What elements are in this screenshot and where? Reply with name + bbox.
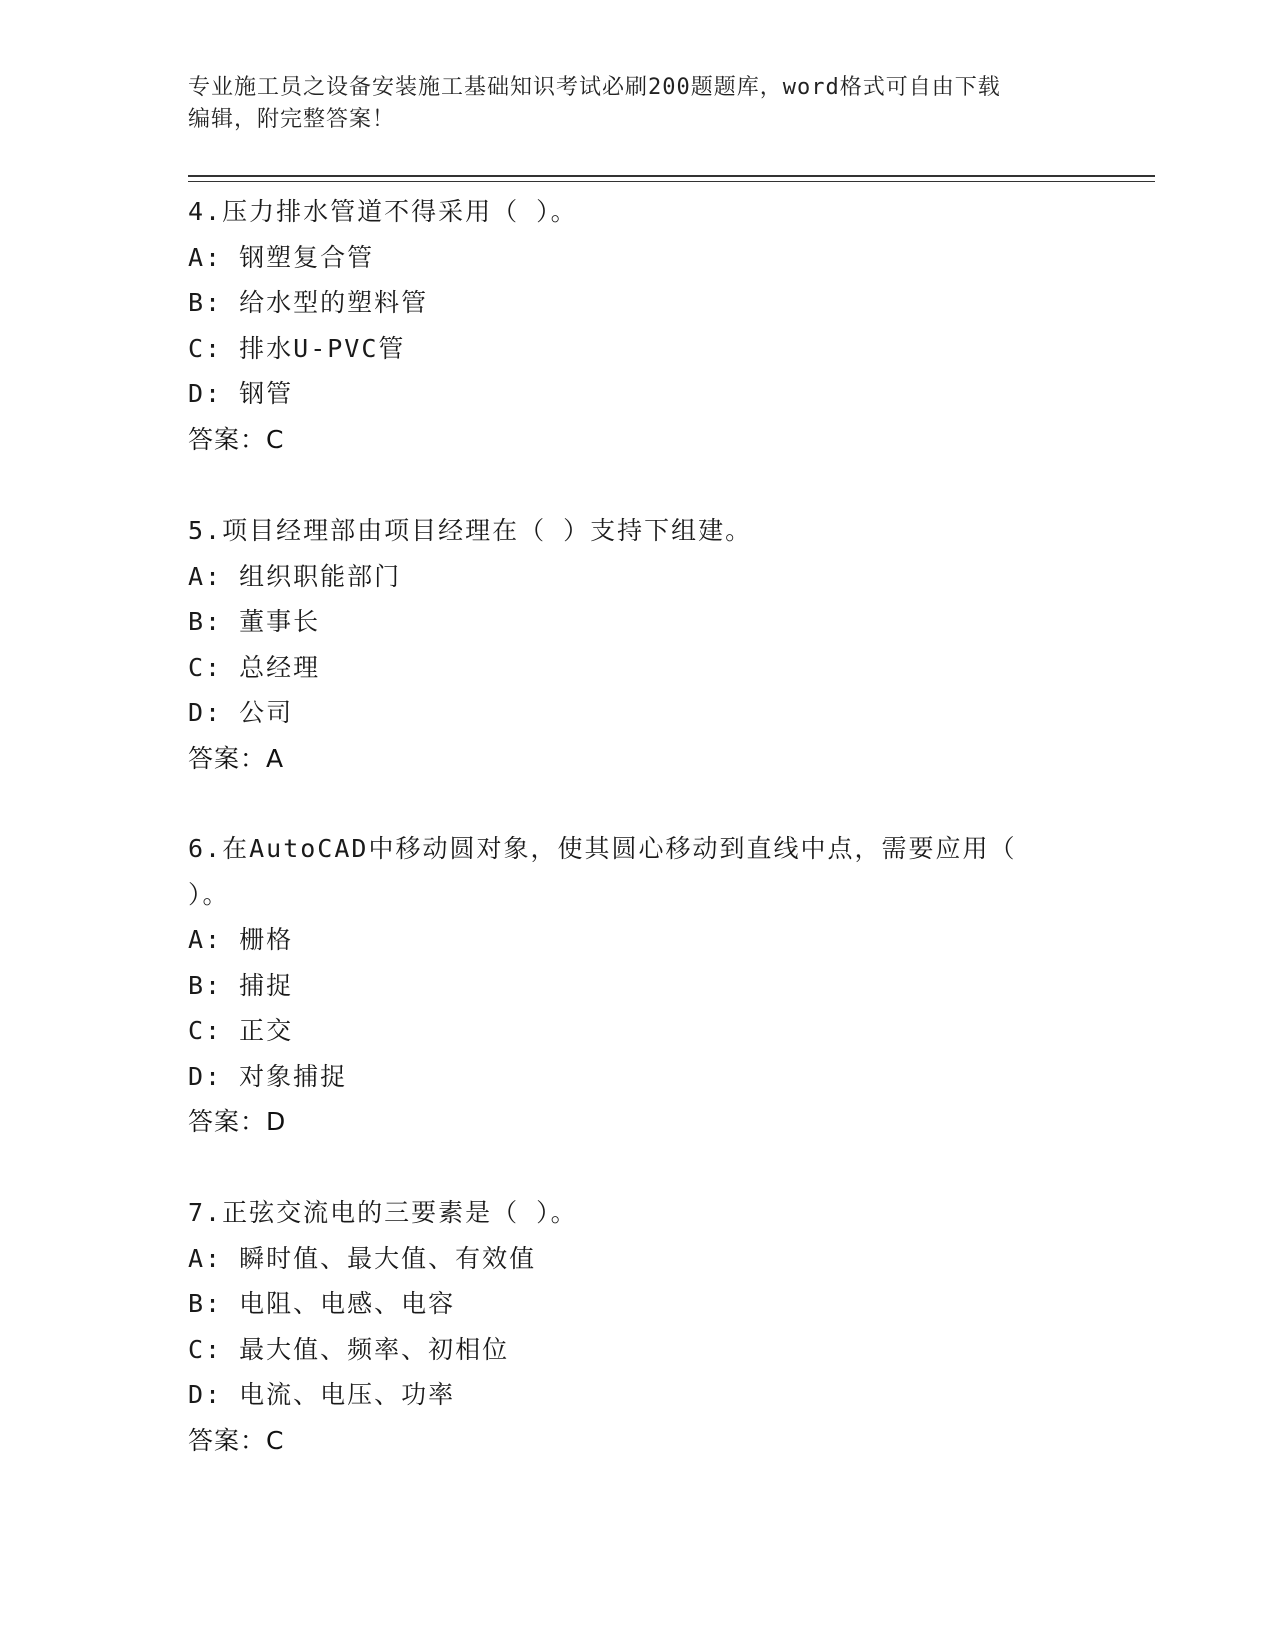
- answer-line: 答案：A: [188, 743, 285, 773]
- option-a: A: 瞬时值、最大值、有效值: [188, 1243, 537, 1273]
- option-d: D: 公司: [188, 698, 294, 727]
- header-divider-thin: [188, 181, 1155, 182]
- question-7: [188, 1190, 1088, 1463]
- question-5: [188, 508, 1088, 781]
- answer-line: 答案：C: [188, 424, 285, 454]
- question-stem: 4.压力排水管道不得采用（ ）。: [188, 197, 578, 226]
- question-stem: 6.在AutoCAD中移动圆对象，使其圆心移动到直线中点，需要应用（: [188, 834, 1017, 863]
- document-header: [188, 72, 1078, 136]
- option-b: B: 捕捉: [188, 970, 294, 1000]
- option-b: B: 给水型的塑料管: [188, 288, 429, 317]
- question-6: [188, 826, 1088, 1145]
- option-b: B: 电阻、电感、电容: [188, 1289, 456, 1318]
- header-line-2: 编辑，附完整答案！: [188, 107, 396, 132]
- answer-line: 答案：C: [188, 1425, 285, 1455]
- question-stem: 7.正弦交流电的三要素是（ ）。: [188, 1198, 578, 1227]
- question-4: [188, 189, 1088, 462]
- option-c: C: 排水U-PVC管: [188, 333, 406, 363]
- option-c: C: 最大值、频率、初相位: [188, 1334, 510, 1364]
- option-a: A: 钢塑复合管: [188, 242, 375, 272]
- option-d: D: 对象捕捉: [188, 1061, 348, 1091]
- answer-line: 答案：D: [188, 1107, 287, 1136]
- option-a: A: 组织职能部门: [188, 561, 402, 591]
- option-b: B: 董事长: [188, 607, 321, 636]
- option-d: D: 钢管: [188, 379, 294, 408]
- option-d: D: 电流、电压、功率: [188, 1380, 456, 1409]
- option-c: C: 总经理: [188, 652, 321, 682]
- option-c: C: 正交: [188, 1016, 294, 1045]
- option-a: A: 栅格: [188, 925, 294, 954]
- question-stem-continued: ）。: [188, 879, 230, 909]
- question-stem: 5.项目经理部由项目经理在（ ）支持下组建。: [188, 516, 753, 545]
- header-line-1: 专业施工员之设备安装施工基础知识考试必刷200题题库，word格式可自由下载: [188, 75, 1001, 100]
- header-divider-thick: [188, 175, 1155, 177]
